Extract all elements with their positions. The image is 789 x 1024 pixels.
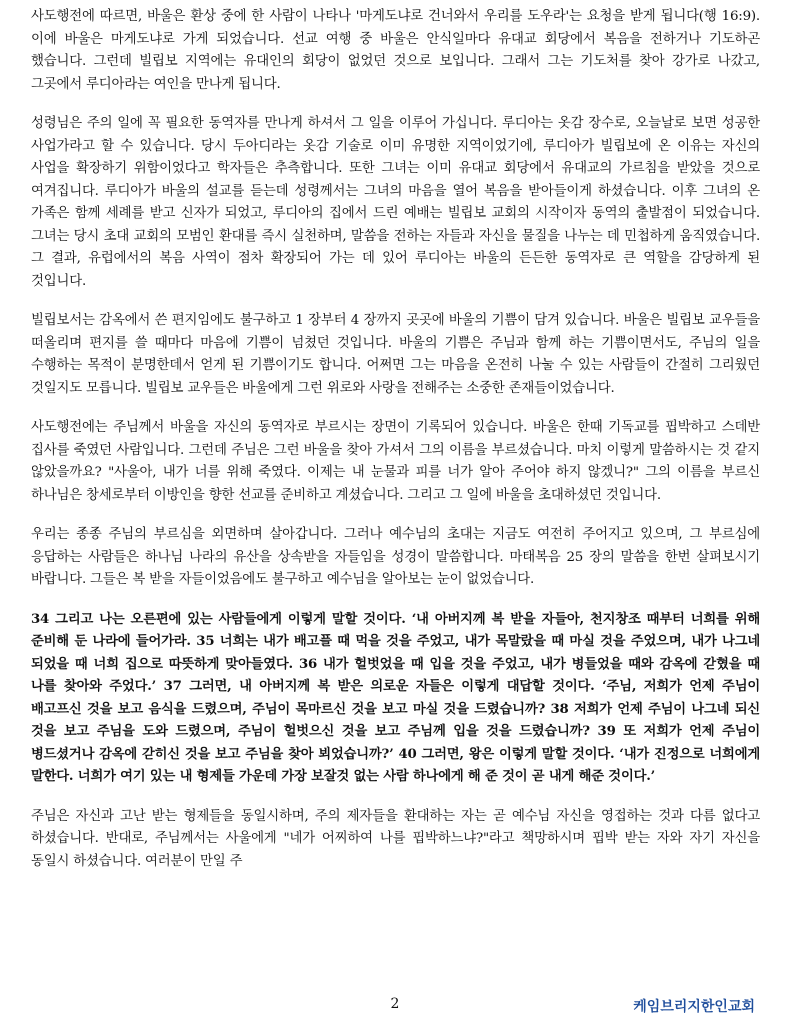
- church-name-label: 케임브리지한인교회: [633, 999, 755, 1015]
- page-number: 2: [390, 996, 400, 1012]
- paragraph-lydia: 성령님은 주의 일에 꼭 필요한 동역자를 만나게 하셔서 그 일을 이루어 가십니다. 루디아는 옷감 장수로, 오늘날로 보면 성공한 사업가라고 할 수 있습니다. 당시 두아디라는 옷감 기술로 이미 유명한 지역이었기에, 루디아가 빌립보에 온 이유는 자신의 사업을 확장하기 위함이었다고 학자들은 추측합니다. 또한 그녀는 이미 유대교 회당에서 유대교의 가르침을 받았을 것으로 여겨집니다. 루디아가 바울의 설교를 듣는데 성령께서는 그녀의 마음을 열어 복음을 받아들이게 하셨습니다. 이후 그녀의 온 가족은 함께 세례를 받고 신자가 되었고, 루디아의 집에서 드린 예배는 빌립보 교회의 시작이자 동역의 출발점이 되었습니다. 그녀는 당시 초대 교회의 모범인 환대를 즉시 실천하며, 말씀을 전하는 자들과 자신을 물질을 나누는 데 민첩하게 움직였습니다. 그 결과, 유럽에서의 복음 사역이 점차 확장되어 가는 데 있어 루디아는 바울의 든든한 동역자로 큰 역할을 감당하게 된 것입니다.: [31, 116, 760, 289]
- paragraph-macedonian-call: 사도행전에 따르면, 바울은 환상 중에 한 사람이 나타나 '마게도냐로 건너와서 우리를 도우라'는 요청을 받게 됩니다(행 16:9). 이에 바울은 마게도냐로 가게 되었습니다. 선교 여행 중 바울은 안식일마다 유대교 회당에서 복음을 전하거나 기도하곤 했습니다. 그런데 빌립보 지역에는 유대인의 회당이 없었던 것으로 보입니다. 그래서 그는 기도처를 찾아 강가로 나갔고, 그곳에서 루디아라는 여인을 만나게 됩니다.: [31, 9, 760, 92]
- scripture-quote-matthew-25: 34 그리고 나는 오른편에 있는 사람들에게 이렇게 말할 것이다. ‘내 아버지께 복 받을 자들아, 천지창조 때부터 너희를 위해 준비해 둔 나라에 들어가라. 35 너희는 내가 배고플 때 먹을 것을 주었고, 내가 목말랐을 때 마실 것을 주었으며, 내가 나그네 되었을 때 너희 집으로 따뜻하게 맞아들였다. 36 내가 헐벗었을 때 입을 것을 주었고, 내가 병들었을 때와 감옥에 갇혔을 때 나를 찾아와 주었다.’ 37 그러면, 내 아버지께 복 받은 의로운 자들은 이렇게 대답할 것이다. ‘주님, 저희가 언제 주님이 배고프신 것을 보고 음식을 드렸으며, 주님이 목마르신 것을 보고 마실 것을 드렸습니까? 38 저희가 언제 주님이 나그네 되신 것을 보고 주님을 도와 드렸으며, 주님이 헐벗으신 것을 보고 주님께 입을 것을 드렸습니까? 39 또 저희가 언제 주님이 병드셨거나 감옥에 갇히신 것을 보고 주님을 찾아 뵈었습니까?’ 40 그러면, 왕은 이렇게 말할 것이다. ‘내가 진정으로 너희에게 말한다. 너희가 여기 있는 내 형제들 가운데 가장 보잘것 없는 사람 하나에게 해 준 것이 곧 내게 해준 것이다.’: [31, 611, 760, 784]
- page-footer: [0, 996, 789, 1020]
- paragraph-paul-calling: 사도행전에는 주님께서 바울을 자신의 동역자로 부르시는 장면이 기록되어 있습니다. 바울은 한때 기독교를 핍박하고 스데반 집사를 죽였던 사람입니다. 그런데 주님은 그런 바울을 찾아 가셔서 그의 이름을 부르셨습니다. 마치 이렇게 말씀하시는 것 같지 않았을까요? "사울아, 내가 너를 위해 죽였다. 이제는 내 눈물과 피를 너가 알아 주어야 하지 않겠니?" 그의 이름을 부르신 하나님은 창세로부터 이방인을 향한 선교를 준비하고 계셨습니다. 그리고 그 일에 바울을 초대하셨던 것입니다.: [31, 420, 760, 503]
- paragraph-lords-invitation: 우리는 종종 주님의 부르심을 외면하며 살아갑니다. 그러나 예수님의 초대는 지금도 여전히 주어지고 있으며, 그 부르심에 응답하는 사람들은 하나님 나라의 유산을 상속받을 자들임을 성경이 말씀합니다. 마태복음 25 장의 말씀을 한번 살펴보시기 바랍니다. 그들은 복 받을 자들이었음에도 불구하고 예수님을 알아보는 눈이 없었습니다.: [31, 527, 760, 587]
- paragraph-identification: 주님은 자신과 고난 받는 형제들을 동일시하며, 주의 제자들을 환대하는 자는 곧 예수님 자신을 영접하는 것과 다름 없다고 하셨습니다. 반대로, 주님께서는 사울에게 "네가 어찌하여 나를 핍박하느냐?"라고 책망하시며 핍박 받는 자와 자기 자신을 동일시 하셨습니다. 여러분이 만일 주: [31, 808, 760, 869]
- paragraph-philippians-joy: 빌립보서는 감옥에서 쓴 편지임에도 불구하고 1 장부터 4 장까지 곳곳에 바울의 기쁨이 담겨 있습니다. 바울은 빌립보 교우들을 떠올리며 편지를 쓸 때마다 마음에 기쁨이 넘쳤던 것입니다. 바울의 기쁨은 주님과 함께 하는 기쁨이면서도, 주님의 일을 수행하는 목적이 분명한데서 얻게 된 기쁨이기도 합니다. 어쩌면 그는 마음을 온전히 나눌 수 있는 사람들이 간절히 그리웠던 것일지도 모릅니다. 빌립보 교우들은 바울에게 그런 위로와 사랑을 전해주는 소중한 존재들이었습니다.: [31, 313, 760, 396]
